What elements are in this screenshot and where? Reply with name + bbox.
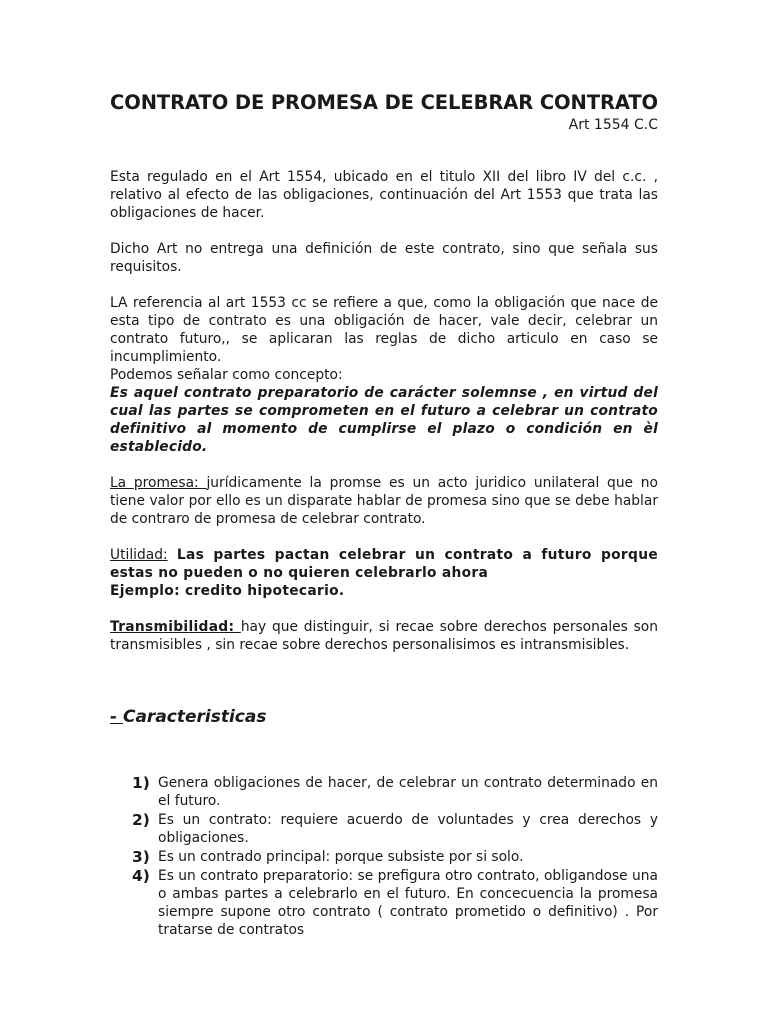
list-item-text: Es un contrato: requiere acuerdo de voluntades y crea derechos y obligaciones. [158, 812, 658, 846]
section-title: Caracteristicas [122, 707, 267, 727]
document-subtitle: Art 1554 C.C [568, 117, 658, 133]
list-item-number: 3) [132, 848, 150, 866]
paragraph-concept: Es aquel contrato preparatorio de carácter solemnse , en virtud del cual las partes se comprometen en el futuro a celebrar un contrato definitivo al momento de cumplirse el plazo o condición en èl establecido. [110, 385, 658, 455]
characteristics-list [110, 774, 658, 939]
list-item-number: 1) [132, 774, 150, 792]
list-item-number: 4) [132, 867, 150, 885]
list-item-text: Es un contrado principal: porque subsiste por si solo. [158, 849, 524, 865]
list-item-text: Genera obligaciones de hacer, de celebrar un contrato determinado en el futuro. [158, 775, 658, 809]
promesa-text: jurídicamente la promse es un acto juridico unilateral que no tiene valor por ello es un disparate hablar de promesa sino que se debe hablar de contraro de promesa de celebrar contrato. [110, 475, 658, 527]
paragraph-reference: LA referencia al art 1553 cc se refiere a que, como la obligación que nace de esta tipo de contrato es una obligación de hacer, vale decir, celebrar un contrato futuro,, se aplicaran las reglas de dicho articulo en caso se incumplimiento. [110, 295, 658, 365]
section-dash: - [110, 707, 123, 727]
paragraph-utilidad [110, 546, 658, 582]
utilidad-text: Las partes pactan celebrar un contrato a futuro porque estas no pueden o no quieren celebrarlo ahora [110, 547, 658, 581]
list-item-text: Es un contrato preparatorio: se prefigura otro contrato, obligandose una o ambas partes a celebrarlo en el futuro. En concecuencia la promesa siempre supone otro contrato ( contrato prometido o definitivo) . Por tratarse de contratos [158, 868, 658, 938]
transmisibilidad-label: Transmibilidad: [110, 619, 241, 635]
list-item [110, 811, 658, 847]
list-item-number: 2) [132, 811, 150, 829]
document-title: CONTRATO DE PROMESA DE CELEBRAR CONTRATO [110, 91, 659, 114]
paragraph-regulation: Esta regulado en el Art 1554, ubicado en el titulo XII del libro IV del c.c. , relativo al efecto de las obligaciones, continuación del Art 1553 que trata las obligaciones de hacer. [110, 169, 658, 221]
list-item [110, 848, 658, 866]
paragraph-definition: Dicho Art no entrega una definición de este contrato, sino que señala sus requisitos. [110, 241, 658, 275]
section-heading-caracteristicas [110, 706, 658, 728]
promesa-label: La promesa: [110, 475, 207, 491]
transmisibilidad-text: hay que distinguir, si recae sobre derechos personales son transmisibles , sin recae sobre derechos personalisimos es intransmisibles. [110, 619, 658, 653]
list-item [110, 867, 658, 939]
document-body [110, 90, 658, 939]
paragraph-transmisibilidad [110, 618, 658, 654]
paragraph-promesa [110, 474, 658, 528]
list-item [110, 774, 658, 810]
paragraph-ejemplo: Ejemplo: credito hipotecario. [110, 583, 345, 599]
paragraph-concept-intro: Podemos señalar como concepto: [110, 367, 343, 383]
utilidad-label: Utilidad: [110, 547, 168, 563]
